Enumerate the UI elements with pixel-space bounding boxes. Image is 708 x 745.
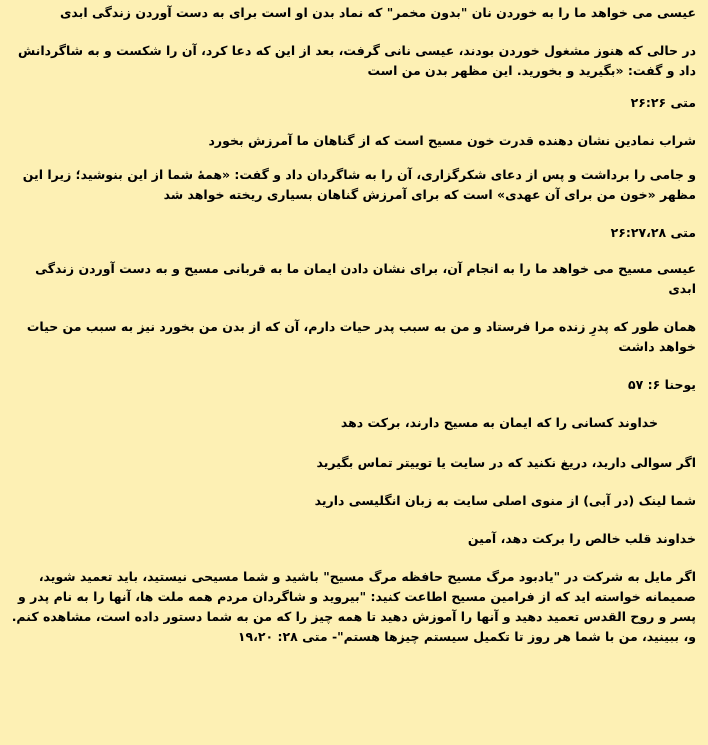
paragraph-amen: خداوند قلب خالص را برکت دهد، آمین [467,531,696,546]
verse-reference-matthew-26-27-28: متی ۲۶:۲۷،۲۸ [610,225,696,240]
paragraph-faith-in-sacrifice: عیسی مسیح می خواهد ما را به انجام آن، برای نشان دادن ایمان ما به قربانی مسیح و به دست آوردن زندگی ابدی [35,261,696,296]
paragraph-last-supper-cup: و جامی را برداشت و پس از دعای شکرگزاری، آن را به شاگردان داد و گفت: «همهٔ شما از این بنوشید؛ زیرا این مظهر «خون من برای آن عهدی» است که برای آمرزش گناهان بسیاری ریخته خواهد شد [22,167,696,202]
paragraph-contact: اگر سوالی دارید، دریغ نکنید که در سایت یا توییتر تماس بگیرید [316,455,696,470]
paragraph-living-father: همان طور که پدرِ زنده مرا فرستاد و من به سبب پدر حیات دارم، آن که از بدن من بخورد نیز به سبب من حیات خواهد داشت [26,319,696,354]
paragraph-last-supper-bread: در حالی که هنوز مشغول خوردن بودند، عیسی نانی گرفت، بعد از این که دعا کرد، آن را شکست و به شاگردانش داد و گفت: «بگیرید و بخورید. این مظهر بدن من است [17,43,696,78]
verse-reference-matthew-26-26: متی ۲۶:۲۶ [630,95,696,110]
paragraph-blessing: خداوند کسانی را که ایمان به مسیح دارند، برکت دهد [340,415,658,430]
paragraph-english-link: شما لینک (در آبی) از منوی اصلی سایت به زبان انگلیسی دارید [314,493,696,508]
paragraph-bread-intro: عیسی می خواهد ما را به خوردن نان "بدون مخمر" که نماد بدن او است برای به دست آوردن زندگی ابدی [59,5,696,20]
paragraph-baptism: اگر مایل به شرکت در "یادبود مرگ مسیح حافظه مرگ مسیح" باشید و شما مسیحی نیستید، باید تعمید شوید، صمیمانه خواسته اید که از فرامین مسیح اطاعت کنید: "بیروید و شاگردان مردم همه ملت ها، آنها را به نام پدر و پسر و روح القدس تعمید دهید و آنها را آموزش دهید تا همه چیز را که من به شما دستور داده است، مشاهده کنم. و، ببینید، من با شما هر روز تا تکمیل سیستم چیزها هستم"- متی ۲۸: ۱۹،۲۰ [11,569,696,644]
verse-reference-john-6-57: یوحنا ۶: ۵۷ [628,377,696,392]
paragraph-wine-intro: شراب نمادین نشان دهنده قدرت خون مسیح است که از گناهان ما آمرزش بخورد [208,133,696,148]
